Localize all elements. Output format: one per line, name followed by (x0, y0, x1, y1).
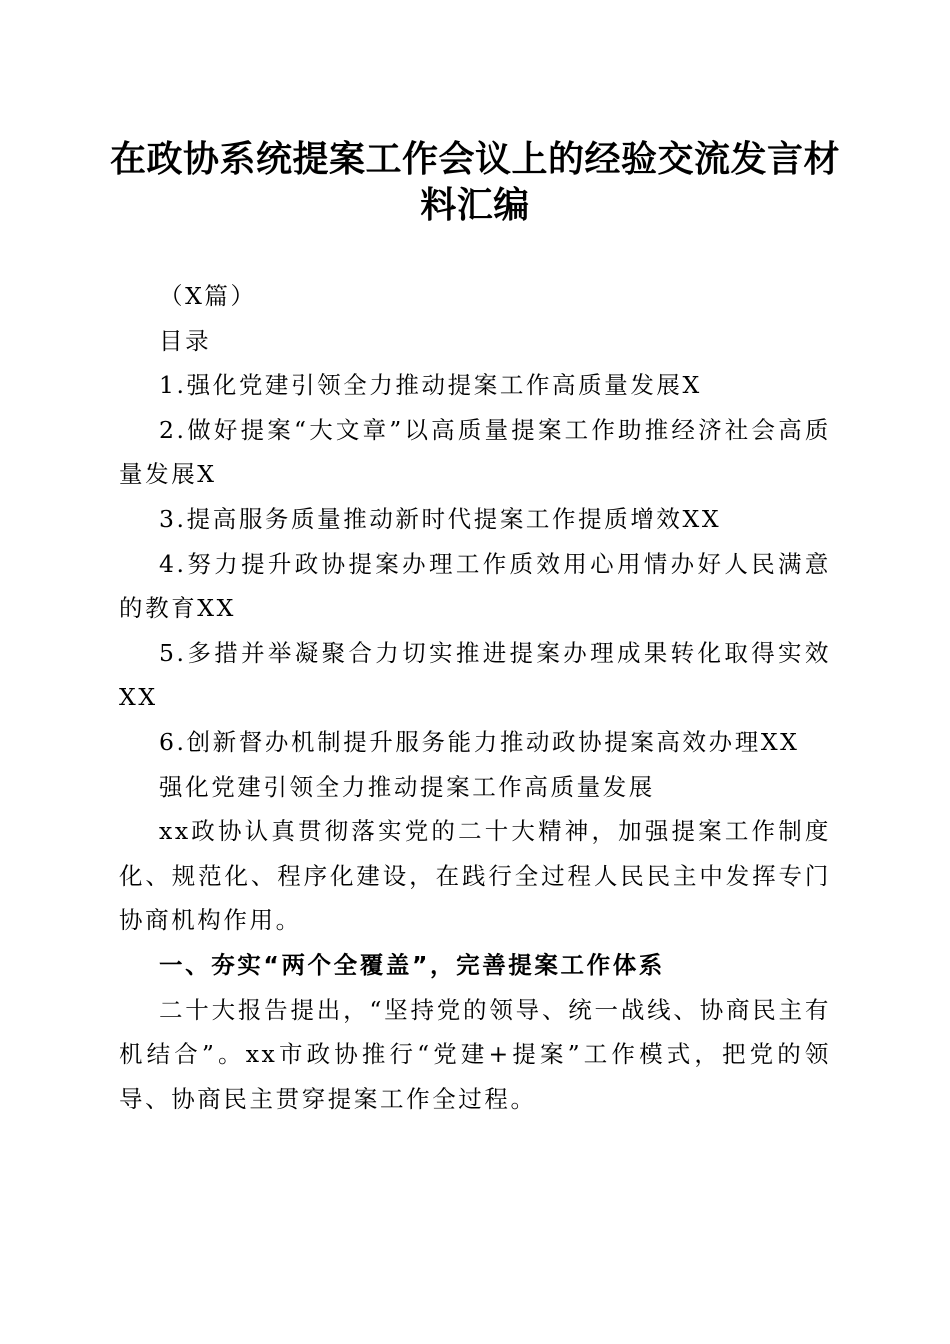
toc-item: 6.创新督办机制提升服务能力推动政协提案高效办理XX (159, 727, 800, 756)
toc-label: 目录 (159, 326, 212, 355)
toc-item: 3.提高服务质量推动新时代提案工作提质增效XX (159, 504, 722, 533)
toc-item: 4.努力提升政协提案办理工作质效用心用情办好人民满意的教育XX (119, 549, 831, 623)
body-paragraph: 二十大报告提出，“坚持党的领导、统一战线、协商民主有机结合”。xx市政协推行“党建+提案”工作模式，把党的领导、协商民主贯穿提案工作全过程。 (119, 995, 831, 1113)
body-paragraph: xx政协认真贯彻落实党的二十大精神，加强提案工作制度化、规范化、程序化建设，在践行全过程人民民主中发挥专门协商机构作用。 (119, 817, 831, 935)
section-heading: 一、夯实“两个全覆盖”，完善提案工作体系 (159, 950, 665, 979)
document-body (119, 274, 831, 1121)
article-title: 强化党建引领全力推动提案工作高质量发展 (159, 772, 655, 801)
toc-item: 1.强化党建引领全力推动提案工作高质量发展X (159, 371, 702, 400)
document-subtitle: （X篇） (159, 282, 257, 310)
toc-item: 5.多措并举凝聚合力切实推进提案办理成果转化取得实效XX (119, 638, 831, 712)
toc-item: 2.做好提案“大文章”以高质量提案工作助推经济社会高质量发展X (119, 415, 831, 489)
document-title: 在政协系统提案工作会议上的经验交流发言材料汇编 (110, 138, 841, 226)
